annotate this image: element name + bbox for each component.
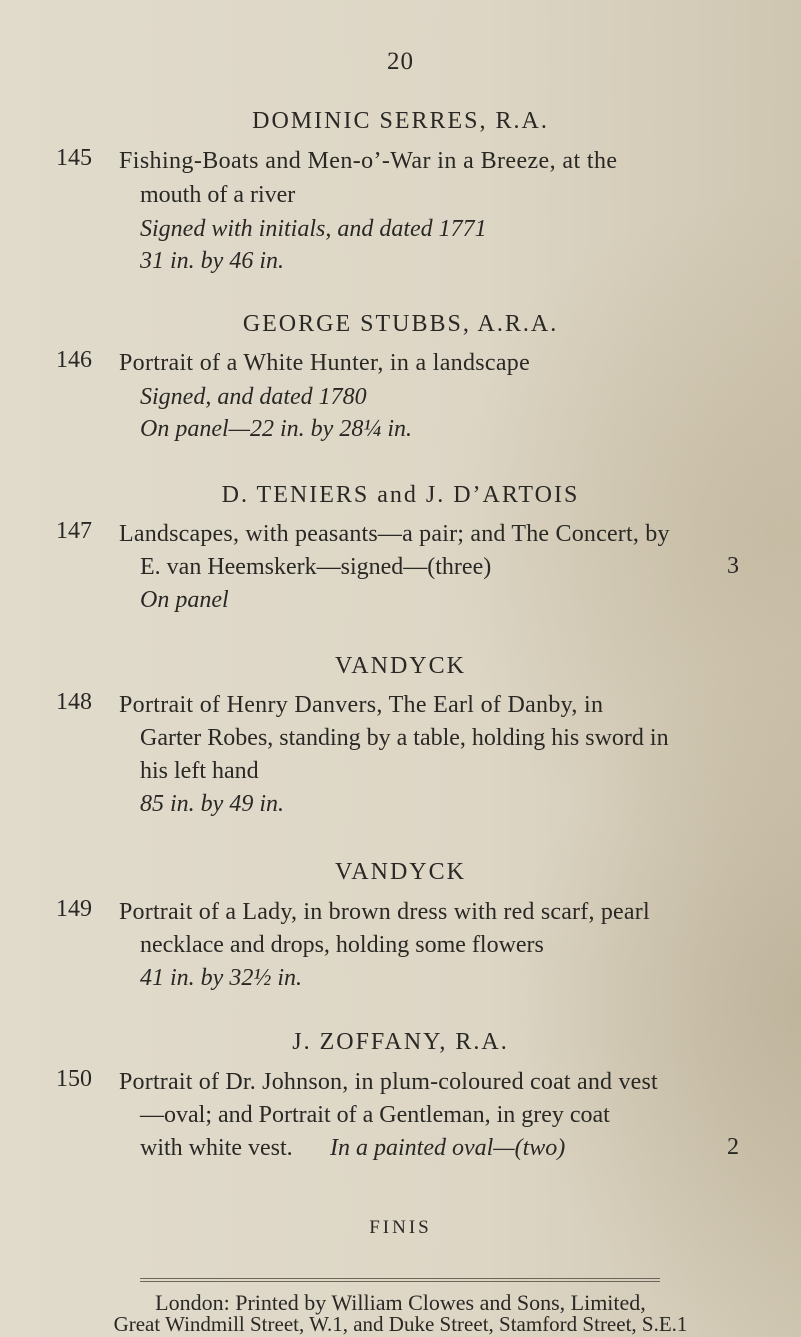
lot-title-145-line2: mouth of a river bbox=[140, 182, 296, 208]
artist-heading-146: GEORGE STUBBS, A.R.A. bbox=[242, 311, 559, 337]
printer-imprint-line1: London: Printed by William Clowes and Sons, Limited, bbox=[155, 1290, 646, 1315]
artist-heading-150: J. ZOFFANY, R.A. bbox=[292, 1029, 509, 1055]
lot-number-146: 146 bbox=[56, 347, 92, 373]
lot-detail-148-size: 85 in. by 49 in. bbox=[140, 791, 284, 817]
page-number: 20 bbox=[387, 48, 414, 75]
lot-number-145: 145 bbox=[56, 145, 92, 171]
double-rule-divider bbox=[140, 1278, 660, 1282]
lot-title-150-line3: with white vest. bbox=[140, 1135, 293, 1161]
lot-title-148-line3: his left hand bbox=[140, 758, 259, 784]
lot-title-149-line2: necklace and drops, holding some flowers bbox=[140, 932, 544, 958]
printer-imprint-line2: Great Windmill Street, W.1, and Duke Street, Stamford Street, S.E.1 bbox=[113, 1312, 688, 1336]
lot-title-150-line1: Portrait of Dr. Johnson, in plum-coloured coat and vest bbox=[119, 1069, 658, 1095]
finis-mark: FINIS bbox=[369, 1217, 432, 1238]
lot-quantity-150: 2 bbox=[727, 1134, 739, 1160]
artist-heading-145: DOMINIC SERRES, R.A. bbox=[252, 108, 549, 134]
lot-title-145-line1: Fishing-Boats and Men-o’-War in a Breeze, at the bbox=[119, 148, 618, 174]
lot-detail-150-frame: In a painted oval—(two) bbox=[330, 1135, 566, 1161]
artist-heading-149: VANDYCK bbox=[335, 859, 466, 885]
lot-number-149: 149 bbox=[56, 896, 92, 922]
lot-detail-146-signed: Signed, and dated 1780 bbox=[140, 384, 367, 410]
lot-detail-147-medium: On panel bbox=[140, 587, 229, 613]
lot-title-149-line1: Portrait of a Lady, in brown dress with red scarf, pearl bbox=[119, 899, 650, 925]
artist-heading-147: D. TENIERS and J. D’ARTOIS bbox=[221, 482, 580, 508]
lot-number-150: 150 bbox=[56, 1066, 92, 1092]
lot-number-148: 148 bbox=[56, 689, 92, 715]
lot-title-147-line1: Landscapes, with peasants—a pair; and The Concert, by bbox=[119, 521, 670, 547]
lot-number-147: 147 bbox=[56, 518, 92, 544]
artist-heading-148: VANDYCK bbox=[335, 653, 466, 679]
lot-title-150-line2: —oval; and Portrait of a Gentleman, in grey coat bbox=[140, 1102, 610, 1128]
lot-title-148-line1: Portrait of Henry Danvers, The Earl of Danby, in bbox=[119, 692, 604, 718]
lot-title-148-line2: Garter Robes, standing by a table, holding his sword in bbox=[140, 725, 669, 751]
lot-detail-145-size: 31 in. by 46 in. bbox=[140, 248, 284, 274]
lot-title-146-line1: Portrait of a White Hunter, in a landscape bbox=[119, 350, 531, 376]
lot-quantity-147: 3 bbox=[727, 553, 739, 579]
lot-detail-145-signed: Signed with initials, and dated 1771 bbox=[140, 216, 487, 242]
lot-detail-149-size: 41 in. by 32½ in. bbox=[140, 965, 302, 991]
lot-title-147-line2: E. van Heemskerk—signed—(three) bbox=[140, 554, 492, 580]
lot-detail-146-size: On panel—22 in. by 28¼ in. bbox=[140, 416, 412, 442]
